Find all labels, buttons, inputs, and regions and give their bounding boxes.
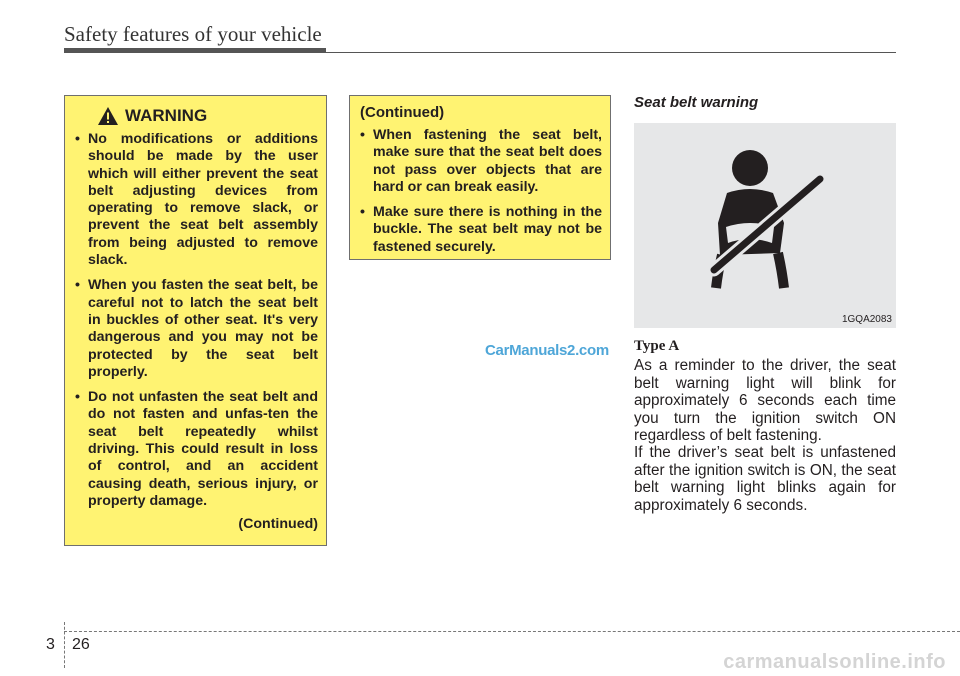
- warning-continued-label: (Continued): [238, 516, 318, 533]
- watermark-link[interactable]: CarManuals2.com: [485, 342, 609, 359]
- site-credit-watermark: carmanualsonline.info: [723, 651, 946, 673]
- warning-item: • Do not unfasten the seat belt and do not fasten and unfas-ten the seat belt repeatedly whilst driving. This could result in loss of control, and an accident causing death, serious injury, or property damage.: [75, 389, 318, 510]
- section-title: Seat belt warning: [634, 94, 759, 111]
- warning-box: [64, 95, 327, 546]
- footer-horizontal-rule: [64, 631, 960, 632]
- warning-heading: [97, 106, 318, 126]
- page-header-title: Safety features of your vehicle: [64, 22, 322, 46]
- warning-item: • No modifications or additions should be made by the user which will either prevent the seat belt adjusting devices from operating to remove slack, or prevent the seat belt assembly from being adjusted to remove slack.: [75, 131, 318, 269]
- continued-list: [360, 127, 602, 256]
- footer-vertical-rule: [64, 622, 65, 668]
- warning-item: • When you fasten the seat belt, be careful not to latch the seat belt in buckles of other seat. It's very dangerous and you may not be protected by the seat belt properly.: [75, 277, 318, 381]
- body-paragraph: As a reminder to the driver, the seat belt warning light will blink for approximately 6 seconds each time you turn the ignition switch ON regardless of belt fastening.: [634, 357, 896, 445]
- warning-heading-text: WARNING: [125, 106, 208, 125]
- warning-triangle-icon: [97, 106, 119, 126]
- continued-item: • When fastening the seat belt, make sure that the seat belt does not pass over objects that are hard or can break easily.: [360, 127, 602, 196]
- continued-heading: (Continued): [360, 104, 445, 121]
- warning-list: [75, 131, 318, 510]
- continued-item: • Make sure there is nothing in the buckle. The seat belt may not be fastened securely.: [360, 204, 602, 256]
- page-number: 26: [72, 636, 90, 653]
- chapter-number: 3: [46, 636, 55, 653]
- body-paragraph: If the driver’s seat belt is unfastened after the ignition switch is ON, the seat belt warning light blinks again for approximately 6 seconds.: [634, 444, 896, 514]
- header-rule: [64, 52, 896, 53]
- type-label: Type A: [634, 338, 680, 354]
- seat-belt-figure: [634, 123, 896, 328]
- seat-belt-warning-icon: [634, 123, 896, 328]
- figure-code: 1GQA2083: [841, 314, 892, 325]
- warning-continued-box: [349, 95, 611, 260]
